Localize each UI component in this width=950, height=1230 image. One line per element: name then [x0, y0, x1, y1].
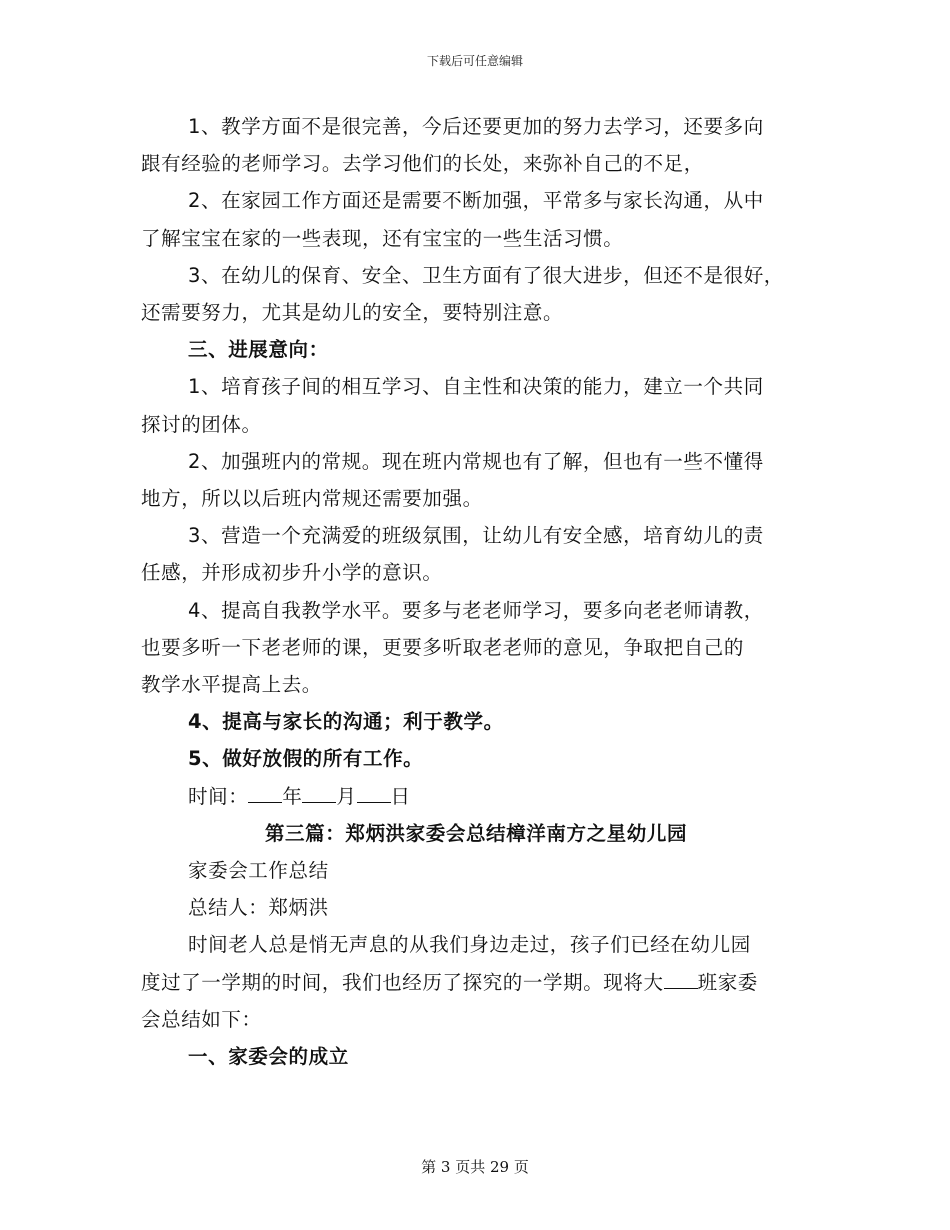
paragraph-line: 探讨的团体。	[141, 412, 262, 436]
paragraph-line: 了解宝宝在家的一些表现，还有宝宝的一些生活习惯。	[141, 226, 624, 250]
section-heading: 三、进展意向：	[188, 338, 329, 362]
date-line	[141, 778, 811, 815]
paragraph-line: 时间老人总是悄无声息的从我们身边走过，孩子们已经在幼儿园	[188, 933, 751, 957]
author-line: 总结人：郑炳洪	[188, 896, 329, 920]
paragraph-line: 5、做好放假的所有工作。	[188, 747, 424, 771]
intro-text-a: 度过了一学期的时间，我们也经历了探究的一学期。现将大	[141, 970, 664, 994]
month-blank	[302, 782, 336, 803]
section-heading: 一、家委会的成立	[188, 1045, 349, 1069]
paragraph-line	[141, 964, 811, 1001]
paragraph-line: 2、在家园工作方面还是需要不断加强，平常多与家长沟通，从中	[188, 189, 764, 213]
paragraph-line: 3、营造一个充满爱的班级氛围，让幼儿有安全感，培育幼儿的责	[188, 524, 764, 548]
paragraph-line: 任感，并形成初步升小学的意识。	[141, 561, 443, 585]
intro-text-b: 班家委	[697, 970, 758, 994]
page-footer: 第 3 页共 29 页	[421, 1158, 529, 1176]
paragraph-line: 会总结如下：	[141, 1007, 262, 1031]
document-title: 家委会工作总结	[188, 859, 329, 883]
paragraph-line: 还需要努力，尤其是幼儿的安全，要特别注意。	[141, 301, 564, 325]
paragraph-line: 教学水平提高上去。	[141, 673, 322, 697]
document-body	[141, 108, 811, 1075]
paragraph-line: 地方，所以以后班内常规还需要加强。	[141, 487, 483, 511]
year-blank	[248, 782, 282, 803]
year-label: 年	[282, 784, 303, 808]
class-blank	[664, 968, 698, 989]
day-label: 日	[390, 784, 411, 808]
paragraph-line: 4、提高自我教学水平。要多与老老师学习，要多向老老师请教，	[188, 598, 764, 622]
paragraph-line: 也要多听一下老老师的课，更要多听取老老师的意见，争取把自己的	[141, 635, 745, 659]
paragraph-line: 3、在幼儿的保育、安全、卫生方面有了很大进步，但还不是很好，	[188, 263, 784, 287]
day-blank	[357, 782, 391, 803]
section-title: 第三篇：郑炳洪家委会总结樟洋南方之星幼儿园	[264, 821, 688, 845]
paragraph-line: 1、培育孩子间的相互学习、自主性和决策的能力，建立一个共同	[188, 375, 764, 399]
paragraph-line: 跟有经验的老师学习。去学习他们的长处，来弥补自己的不足，	[141, 152, 704, 176]
month-label: 月	[336, 784, 357, 808]
paragraph-line: 1、教学方面不是很完善，今后还要更加的努力去学习，还要多向	[188, 115, 764, 138]
paragraph-line: 2、加强班内的常规。现在班内常规也有了解，但也有一些不懂得	[188, 449, 764, 473]
paragraph-line: 4、提高与家长的沟通；利于教学。	[188, 710, 504, 734]
page-header: 下载后可任意编辑	[426, 54, 523, 68]
time-label: 时间：	[188, 784, 249, 808]
